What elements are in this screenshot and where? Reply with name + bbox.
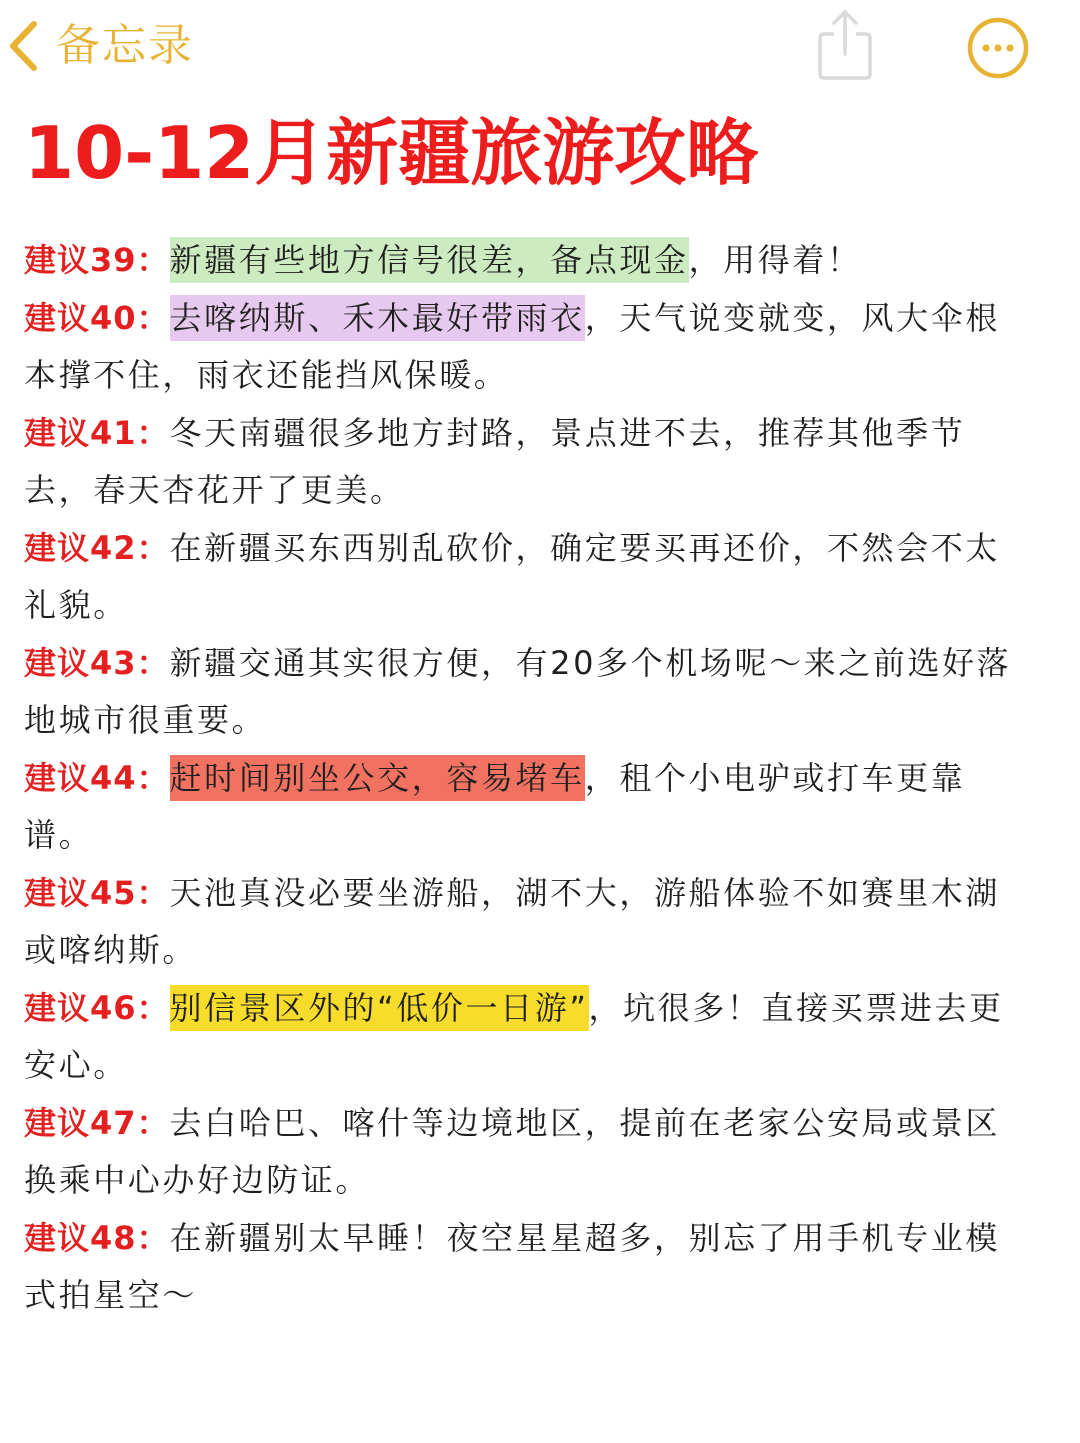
tip-label: 建议39： bbox=[24, 241, 170, 279]
chevron-left-icon bbox=[8, 20, 38, 72]
tip-label: 建议48： bbox=[24, 1218, 170, 1257]
more-icon bbox=[966, 65, 1030, 84]
tip-41 bbox=[24, 405, 1024, 520]
tip-highlight: 去喀纳斯、禾木最好带雨衣 bbox=[170, 295, 585, 341]
tip-42 bbox=[24, 520, 1024, 635]
tip-text: ，用得着！ bbox=[688, 241, 862, 279]
tip-text: 天池真没必要坐游船，湖不大，游船体验不如赛里木湖或喀纳斯。 bbox=[24, 873, 1000, 969]
back-label: 备忘录 bbox=[56, 20, 194, 71]
tip-highlight: 别信景区外的“低价一日游” bbox=[170, 985, 589, 1031]
tip-text: ，天气说变就变，风大伞根本撑不住，雨衣还能挡风保暖。 bbox=[24, 298, 1000, 394]
page-title: 10-12月新疆旅游攻略 bbox=[24, 111, 759, 195]
tip-text: 在新疆买东西别乱砍价，确定要买再还价，不然会不太礼貌。 bbox=[24, 528, 1000, 624]
tip-text: 新疆交通其实很方便，有20多个机场呢～来之前选好落地城市很重要。 bbox=[24, 643, 1012, 739]
tip-label: 建议46： bbox=[24, 988, 170, 1027]
tip-label: 建议45： bbox=[24, 873, 170, 912]
tip-43 bbox=[24, 635, 1024, 750]
share-button[interactable] bbox=[812, 8, 878, 82]
tip-highlight: 新疆有些地方信号很差，备点现金 bbox=[170, 237, 689, 283]
share-icon bbox=[812, 67, 878, 86]
tip-highlight: 赶时间别坐公交，容易堵车 bbox=[170, 755, 585, 801]
tip-text: 在新疆别太早睡！夜空星星超多，别忘了用手机专业模式拍星空～ bbox=[24, 1218, 1000, 1314]
tip-47 bbox=[24, 1095, 1024, 1210]
nav-bar bbox=[0, 0, 1080, 96]
tip-48 bbox=[24, 1210, 1024, 1325]
tip-40 bbox=[24, 290, 1024, 405]
tip-text: ，租个小电驴或打车更靠谱。 bbox=[24, 758, 966, 854]
tip-text: ，坑很多！直接买票进去更安心。 bbox=[24, 988, 1004, 1084]
tip-text: 冬天南疆很多地方封路，景点进不去，推荐其他季节去，春天杏花开了更美。 bbox=[24, 413, 966, 509]
tip-label: 建议42： bbox=[24, 528, 170, 567]
tip-label: 建议43： bbox=[24, 643, 170, 682]
tip-label: 建议47： bbox=[24, 1103, 170, 1142]
note-body[interactable] bbox=[24, 232, 1024, 1325]
tip-45 bbox=[24, 865, 1024, 980]
tip-label: 建议44： bbox=[24, 758, 170, 797]
tip-text: 去白哈巴、喀什等边境地区，提前在老家公安局或景区换乘中心办好边防证。 bbox=[24, 1103, 1000, 1199]
tip-44 bbox=[24, 750, 1024, 865]
tip-label: 建议40： bbox=[24, 298, 170, 337]
tip-39 bbox=[24, 232, 1024, 290]
more-button[interactable] bbox=[966, 16, 1030, 80]
tip-label: 建议41： bbox=[24, 413, 170, 452]
back-button[interactable] bbox=[8, 14, 194, 78]
tip-46 bbox=[24, 980, 1024, 1095]
